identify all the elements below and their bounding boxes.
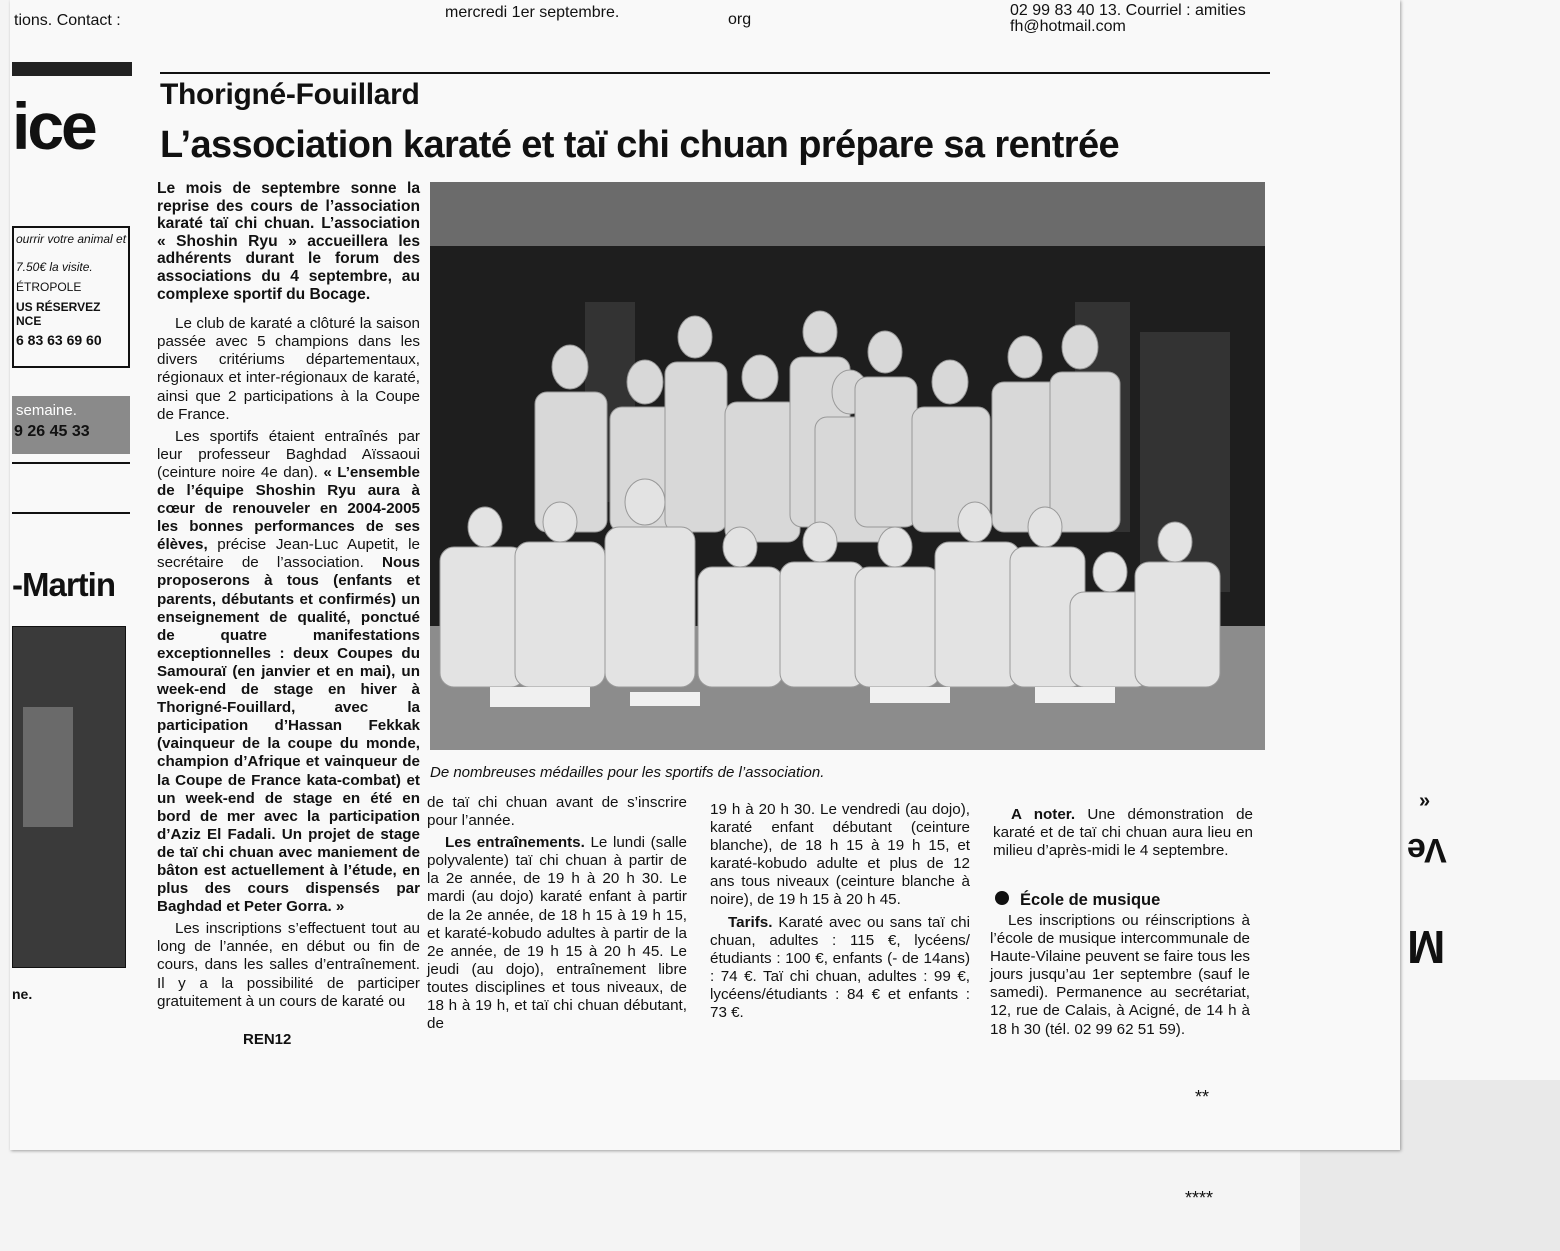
photo-caption: De nombreuses médailles pour les sportifs de l’association. bbox=[430, 764, 825, 781]
team-photo-drawing bbox=[430, 182, 1265, 750]
brief-2-text: Les inscriptions ou réinscriptions à l’école de musique intercommunale de Haute-Vilaine peuvent se faire tous les jours jusqu’au 1er septembre (sauf le samedi). Permanence au secrétariat, 12, rue de Calais, à Acigné, de 14 h à 18 h 30 (tél. 02 99 62 51 59). bbox=[990, 912, 1250, 1038]
article-column-1 bbox=[157, 180, 420, 1015]
left-bottom-fragment: ne. bbox=[12, 986, 33, 1002]
right-fragment-1: » bbox=[1419, 790, 1431, 812]
left-rule-2 bbox=[12, 512, 130, 514]
team-photo bbox=[430, 182, 1265, 750]
left-martin: -Martin bbox=[12, 566, 115, 603]
brief-2-title: École de musique bbox=[1020, 891, 1161, 909]
article-headline: L’association karaté et taï chi chuan prépare sa rentrée bbox=[160, 124, 1120, 166]
brief-ecole-musique bbox=[990, 912, 1250, 1043]
article-column-3 bbox=[710, 801, 970, 1026]
a-noter-text: Une démonstration de karaté et de taï chi chuan aura lieu en milieu d’après-midi le 4 septembre. bbox=[993, 806, 1253, 860]
paragraph-2-b: « L’ensemble de l’équipe Shoshin Ryu aura à cœur de renouveler en 2004-2005 les bonnes performances de ses élèves, bbox=[157, 463, 421, 554]
left-rule bbox=[12, 462, 130, 464]
ad-line-1: ourrir votre animal et bbox=[16, 232, 127, 246]
trainings-text: Le lundi (salle polyvalente) taï chi chuan à partir de la 2e année, de 19 h à 20 h 30. Le mardi (au dojo) karaté enfant à partir de la 2e année, de 18 h 15 à 19 h 15, et karaté-kobudo adultes à partir de la 2e année, de 19 h 15 à 20 h 45. Le jeudi (au dojo), entraînement libre toutes disciplines et tous niveaux, de 18 h à 19 h, et taï chi chuan débutant, de bbox=[427, 834, 687, 1033]
column-3-paragraph-2 bbox=[710, 914, 970, 1023]
header-right-fragment-1: 02 99 83 40 13. Courriel : amities bbox=[1010, 2, 1246, 19]
article-column-2 bbox=[427, 794, 687, 1037]
left-bar bbox=[12, 62, 132, 76]
a-noter-label: A noter. bbox=[1011, 806, 1076, 823]
stars-mark-2: **** bbox=[1185, 1188, 1214, 1208]
left-week-box bbox=[12, 396, 130, 454]
ad-line-3: ÉTROPOLE bbox=[16, 280, 82, 294]
article-paragraph-2 bbox=[157, 428, 420, 917]
bullet-icon bbox=[995, 891, 1009, 905]
article-signature: REN12 bbox=[243, 1031, 292, 1048]
right-fragment-3: M bbox=[1407, 921, 1446, 973]
trainings-label: Les entraînements. bbox=[445, 834, 585, 852]
left-big-word: ice bbox=[12, 89, 95, 163]
brief-a-noter bbox=[993, 806, 1253, 864]
background-sheet-2 bbox=[1395, 0, 1560, 1080]
tarifs-text: Karaté avec ou sans taï chi chuan, adultes : 115 €, lycéens/étudiants : 100 €, enfants (- de 14ans) : 74 €. Taï chi chuan, adultes : 99 €, lycéens/étudiants : 84 € et enfants : 73 €. bbox=[710, 913, 970, 1022]
top-rule bbox=[160, 72, 1270, 74]
left-ad-box bbox=[12, 226, 130, 368]
week-phone: 9 26 45 33 bbox=[14, 423, 90, 440]
right-fragment-2: Ve bbox=[1407, 831, 1447, 869]
left-photo-shape bbox=[23, 707, 73, 827]
paragraph-2-a: Les sportifs étaient entraînés par leur professeur Baghdad Aïssaoui (ceinture noire 4e dan). bbox=[157, 427, 420, 481]
week-label: semaine. bbox=[16, 402, 77, 419]
ad-line-5: NCE bbox=[16, 314, 42, 328]
header-right-fragment-2: fh@hotmail.com bbox=[1010, 18, 1126, 35]
header-left-fragment: tions. Contact : bbox=[14, 12, 121, 29]
paragraph-2-c: précise Jean-Luc Aupetit, le secrétaire de l’association. bbox=[157, 536, 420, 572]
header-center-fragment: org bbox=[728, 11, 752, 28]
article-chapo: Le mois de septembre sonne la reprise des cours de l’association karaté taï chi chuan. L’association « Shoshin Ryu » accueillera les adhérents durant le forum des associations du 4 septembre, au complexe sportif du Bocage. bbox=[157, 180, 420, 303]
article-paragraph-3: Les inscriptions s’effectuent tout au long de l’année, en début ou fin de cours, dans les salles d’entraînement. Il y a la possibilité de participer gratuitement à un cours de karaté ou bbox=[157, 920, 420, 1010]
left-photo bbox=[12, 626, 126, 968]
tarifs-label: Tarifs. bbox=[728, 913, 773, 931]
column-3-paragraph-1: 19 h à 20 h 30. Le vendredi (au dojo), karaté enfant débutant (ceinture blanche), de 18 h 15 à 19 h 15, et karaté-kobudo adulte et plus de 12 ans tous niveaux (ceinture blanche à noire), de 19 h 15 à 20 h 45. bbox=[710, 801, 970, 909]
article-kicker: Thorigné-Fouillard bbox=[160, 78, 420, 111]
column-2-paragraph-2 bbox=[427, 834, 687, 1033]
ad-phone: 6 83 63 69 60 bbox=[16, 332, 102, 348]
ad-line-4: US RÉSERVEZ bbox=[16, 300, 101, 314]
column-2-paragraph-1: de taï chi chuan avant de s’inscrire pour l’année. bbox=[427, 794, 687, 830]
left-column bbox=[12, 0, 132, 1010]
stars-mark-1: ** bbox=[1195, 1087, 1210, 1107]
paragraph-2-d: Nous proposerons à tous (enfants et parents, débutants et confirmés) un enseignement de qualité, ponctué de quatre manifestations exceptionnelles : deux Coupes du Samouraï (en janvier et en mai), un week-end de stage en hiver à Thorigné-Fouillard, avec la participation d’Hassan Fekkak (vainqueur de la coupe du monde, champion d’Afrique et vainqueur de la Coupe de France kata-combat) et un week-end de stage en été en bord de mer avec la participation d’Aziz El Fadali. Un projet de stage de taï chi chuan avec maniement de bâton est actuellement à l’étude, en plus des cours dispensés par Baghdad et Peter Gorra. » bbox=[157, 554, 420, 916]
header-date: mercredi 1er septembre. bbox=[445, 4, 620, 21]
a-noter-paragraph bbox=[993, 806, 1253, 860]
article-paragraph-1: Le club de karaté a clôturé la saison passée avec 5 champions dans les divers critériums départementaux, régionaux et inter-régionaux de karaté, ainsi que 2 participations à la Coupe de France. bbox=[157, 315, 420, 423]
ad-line-2: 7.50€ la visite. bbox=[16, 260, 93, 274]
